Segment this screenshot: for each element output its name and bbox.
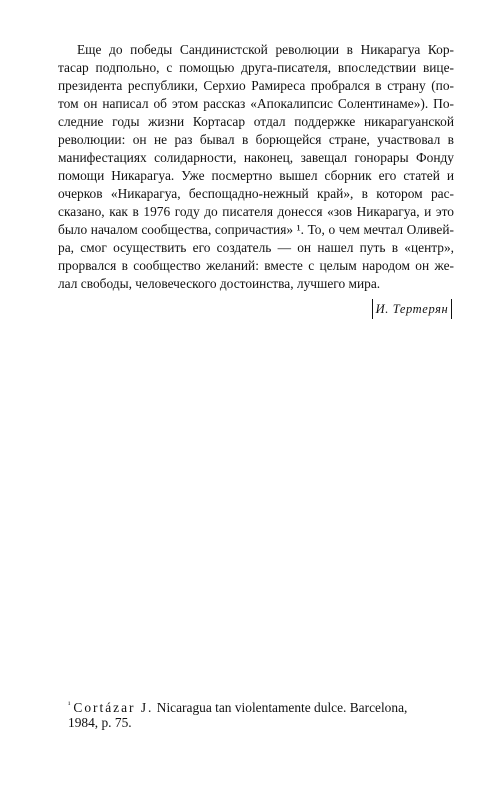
footnote-line-2: 1984, p. 75. — [68, 715, 132, 730]
body-line-5: следние годы жизни Кортасар отдал поддержке никарагуанской — [58, 114, 454, 129]
body-line-7: манифестациях солидарности, наконец, завещал гонорары Фонду — [58, 150, 454, 165]
body-line-4: том он написал об этом рассказ «Апокалипсис Солентинаме»). По- — [58, 96, 454, 111]
body-line-12: ра, смог осуществить его создатель — он нашел путь в «центр», — [58, 240, 454, 255]
body-line-3: президента республики, Серхио Рамиреса пробрался в страну (по- — [58, 78, 454, 93]
footnote-author: Cortázar J. — [73, 700, 154, 715]
author-signature: И. Тертерян — [372, 299, 452, 319]
body-line-9: очерков «Никарагуа, беспощадно-нежный край», в котором рас- — [58, 186, 454, 201]
body-line-14: лал свободы, человеческого достоинства, лучшего мира. — [58, 276, 381, 291]
body-line-11: было началом сообщества, сопричастия» ¹. То, о чем мечтал Оливей- — [58, 222, 454, 237]
body-line-2: тасар подпольно, с помощью друга-писателя, впоследствии вице- — [58, 60, 454, 75]
body-line-1: Еще до победы Сандинистской революции в Никарагуа Кор- — [77, 42, 454, 57]
footnote-marker: ¹ — [68, 700, 71, 709]
body-line-6: революции: он не раз бывал в борющейся стране, участвовал в — [58, 132, 454, 147]
body-line-10: сказано, как в 1976 году до писателя донесся «зов Никарагуа, и это — [58, 204, 454, 219]
body-line-13: прорвался в сообщество желаний: вместе с целым народом он же- — [58, 258, 454, 273]
footnote-title: Nicaragua tan violentamente dulce. Barcelona, — [156, 700, 408, 715]
body-line-8: помощи Никарагуа. Уже посмертно вышел сборник его статей и — [58, 168, 454, 183]
